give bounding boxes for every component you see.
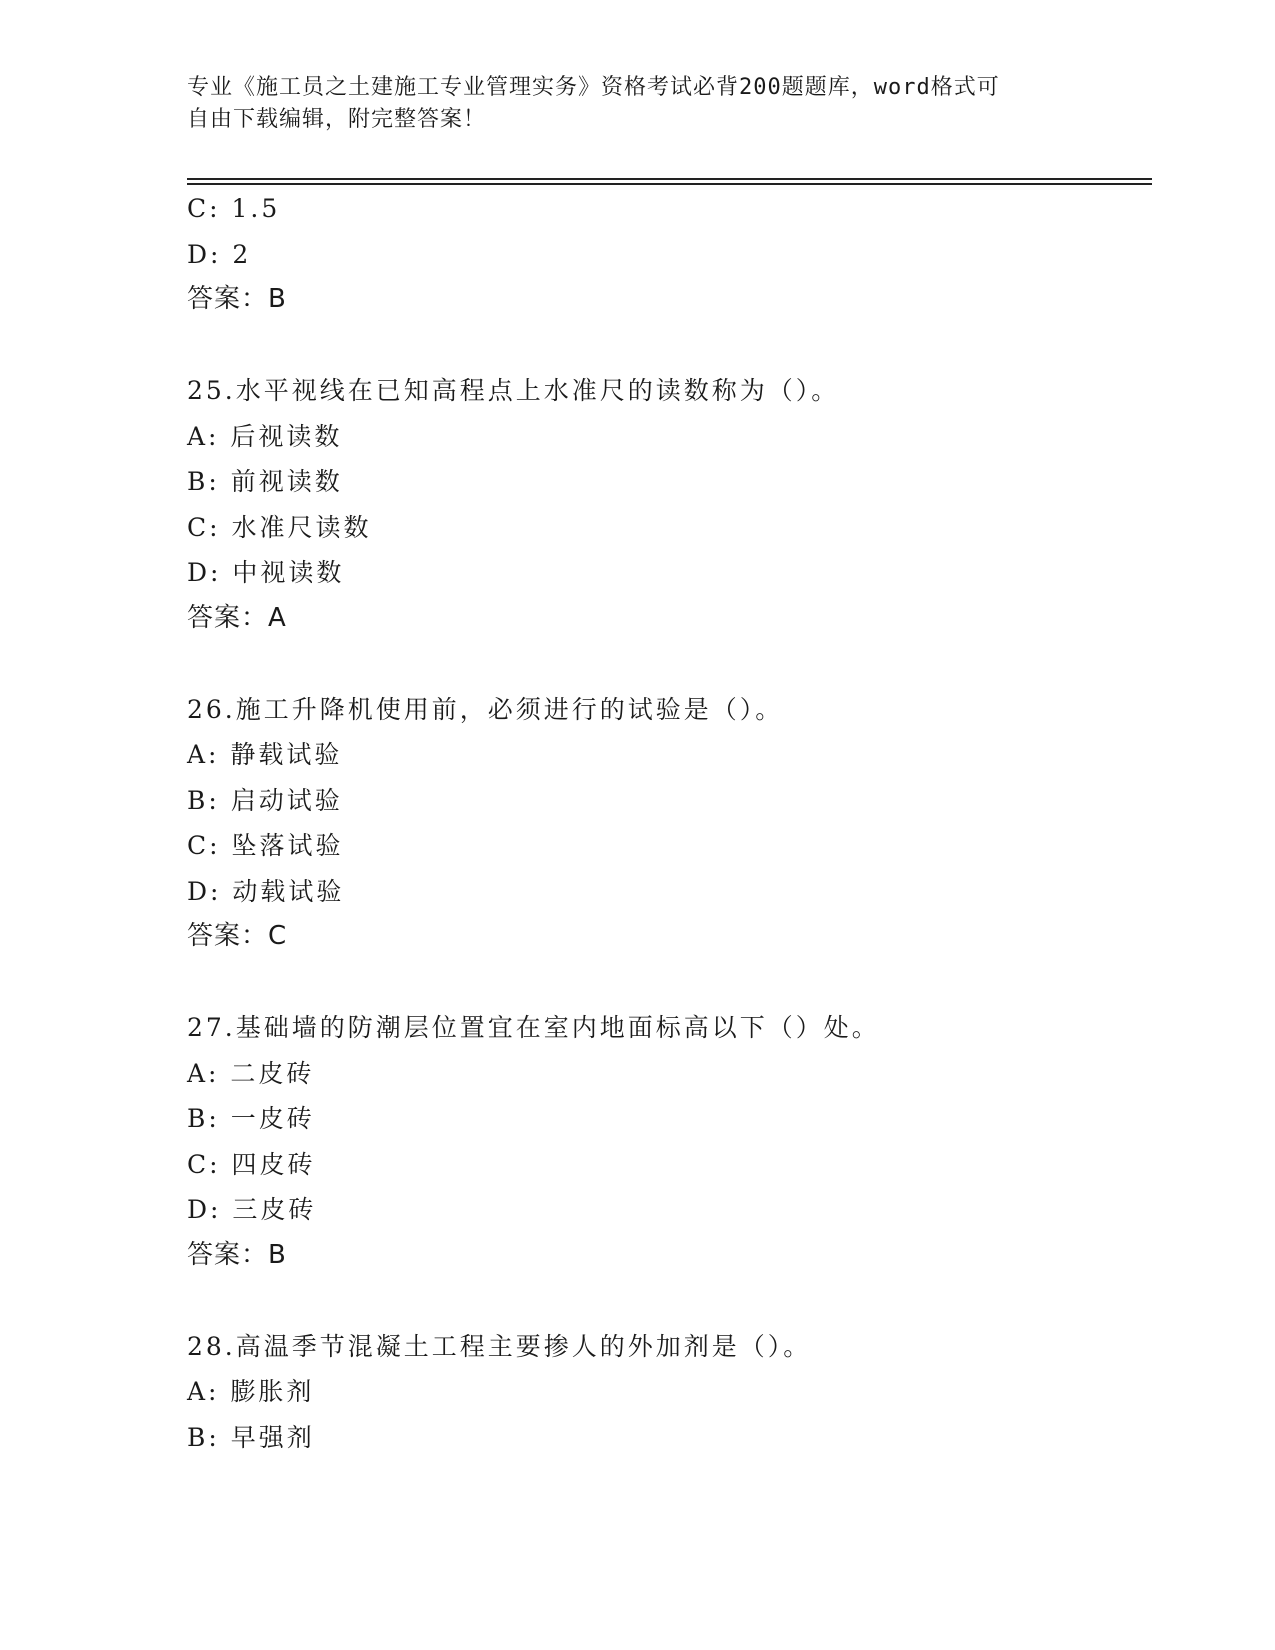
question-25 <box>187 368 1147 641</box>
option-d: D: 中视读数 <box>187 558 345 587</box>
header-line-1: 专业《施工员之土建施工专业管理实务》资格考试必背200题题库，word格式可 <box>187 75 1000 100</box>
option-c: C: 坠落试验 <box>187 831 344 860</box>
option-a: A: 后视读数 <box>187 421 343 451</box>
option-b: B: 前视读数 <box>187 467 343 496</box>
answer-line: 答案：B <box>187 284 287 314</box>
option-a: A: 膨胀剂 <box>187 1377 315 1406</box>
header-divider-bottom <box>187 183 1152 185</box>
question-stem: 26.施工升降机使用前，必须进行的试验是（）。 <box>187 694 784 724</box>
answer-line: 答案：B <box>187 1239 287 1270</box>
header-divider-top <box>187 178 1152 180</box>
option-b: B: 早强剂 <box>187 1422 315 1452</box>
question-26 <box>187 687 1147 960</box>
question-27 <box>187 1005 1147 1278</box>
question-24-tail <box>187 186 1147 323</box>
question-stem: 25.水平视线在已知高程点上水准尺的读数称为（）。 <box>187 376 840 405</box>
question-list <box>187 186 1147 1460</box>
option-d: D: 动载试验 <box>187 876 345 906</box>
option-b: B: 一皮砖 <box>187 1104 315 1133</box>
spacer <box>187 960 1147 1006</box>
question-stem: 28.高温季节混凝土工程主要掺人的外加剂是（）。 <box>187 1331 812 1361</box>
option-c: C: 水准尺读数 <box>187 512 372 542</box>
question-28 <box>187 1324 1147 1461</box>
option-d: D: 三皮砖 <box>187 1195 317 1224</box>
option-a: A: 静载试验 <box>187 740 343 769</box>
spacer <box>187 323 1147 369</box>
spacer <box>187 1278 1147 1324</box>
spacer <box>187 641 1147 687</box>
option-b: B: 启动试验 <box>187 785 343 815</box>
option-a: A: 二皮砖 <box>187 1058 315 1088</box>
question-stem: 27.基础墙的防潮层位置宜在室内地面标高以下（）处。 <box>187 1013 880 1042</box>
document-header <box>187 72 1067 136</box>
option-c: C: 四皮砖 <box>187 1149 316 1179</box>
header-line-2: 自由下载编辑，附完整答案！ <box>187 107 487 132</box>
answer-line: 答案：A <box>187 602 287 633</box>
option-c: C: 1.5 <box>187 194 281 223</box>
answer-line: 答案：C <box>187 921 288 951</box>
option-d: D: 2 <box>187 239 252 269</box>
